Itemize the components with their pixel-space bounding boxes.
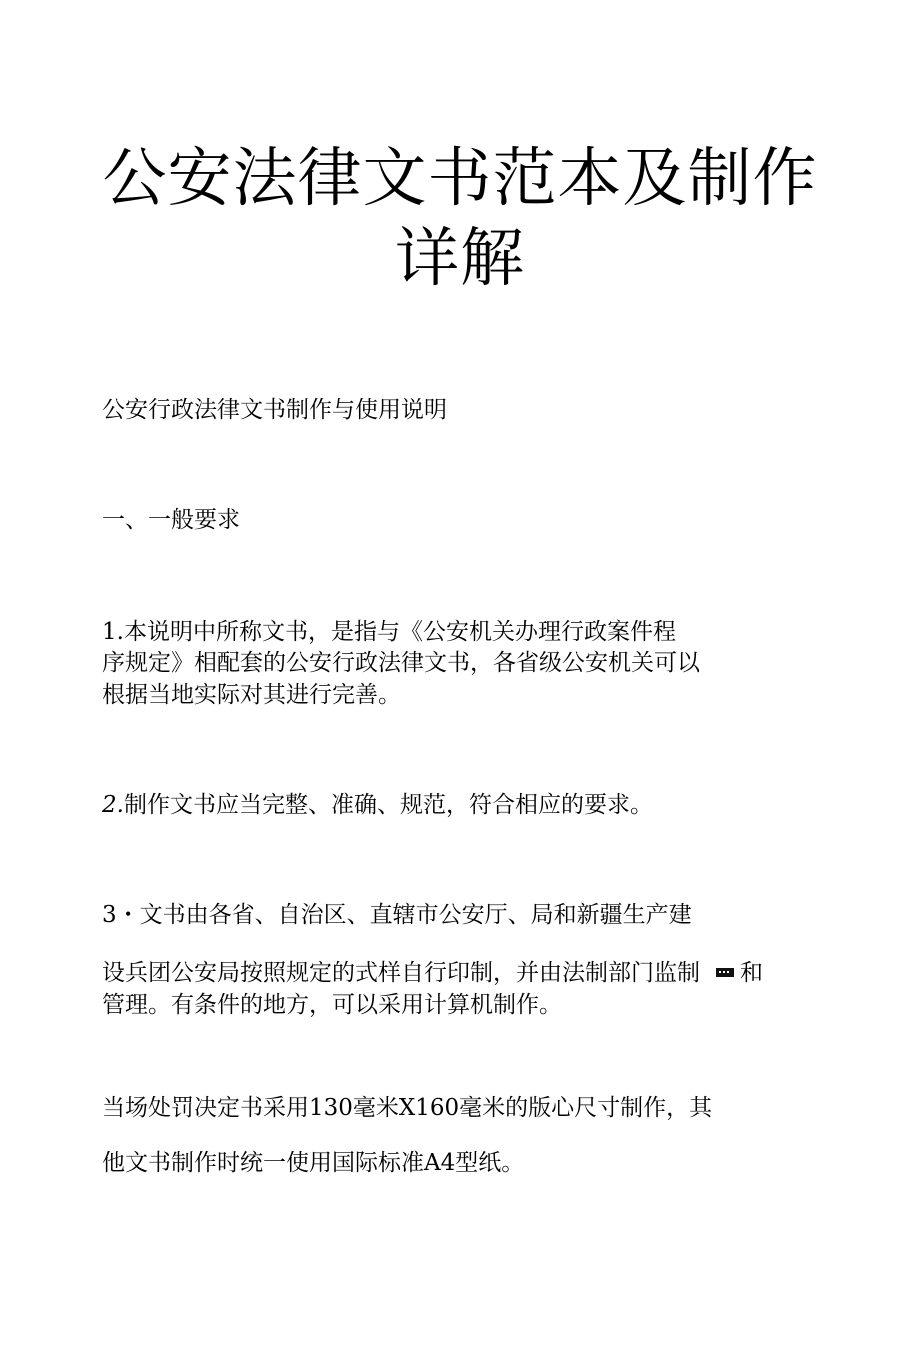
paragraph-2-text: 制作文书应当完整、准确、规范，符合相应的要求。	[123, 792, 653, 818]
document-title-line-2: 详解	[395, 222, 525, 296]
paragraph-2	[102, 790, 653, 820]
document-subtitle: 公安行政法律文书制作与使用说明	[102, 397, 447, 423]
paragraph-3-line-2	[102, 958, 763, 988]
paragraph-4-line-1: 当场处罚决定书采用130毫米X160毫米的版心尺寸制作，其	[102, 1095, 713, 1121]
paragraph-1-line-3: 根据当地实际对其进行完善。	[102, 682, 401, 708]
section-heading: 一、一般要求	[102, 507, 240, 533]
paragraph-3-line-2-end: 和	[740, 960, 763, 986]
paragraph-3-line-3: 管理。有条件的地方，可以采用计算机制作。	[102, 992, 562, 1018]
document-title-line-1: 公安法律文书范本及制作	[102, 142, 818, 216]
scan-artifact-icon	[716, 968, 734, 977]
paragraph-3-line-1: 3・文书由各省、自治区、直辖市公安厅、局和新疆生产建	[102, 902, 692, 928]
paragraph-3-line-2-text: 设兵团公安局按照规定的式样自行印制，并由法制部门监制	[102, 960, 700, 986]
paragraph-1-line-1: 1.本说明中所称文书，是指与《公安机关办理行政案件程	[102, 619, 676, 645]
paragraph-1-line-2: 序规定》相配套的公安行政法律文书，各省级公安机关可以	[102, 650, 700, 676]
paragraph-4-line-2: 他文书制作时统一使用国际标准A4型纸。	[102, 1150, 525, 1176]
paragraph-2-number: 2.	[102, 792, 124, 818]
